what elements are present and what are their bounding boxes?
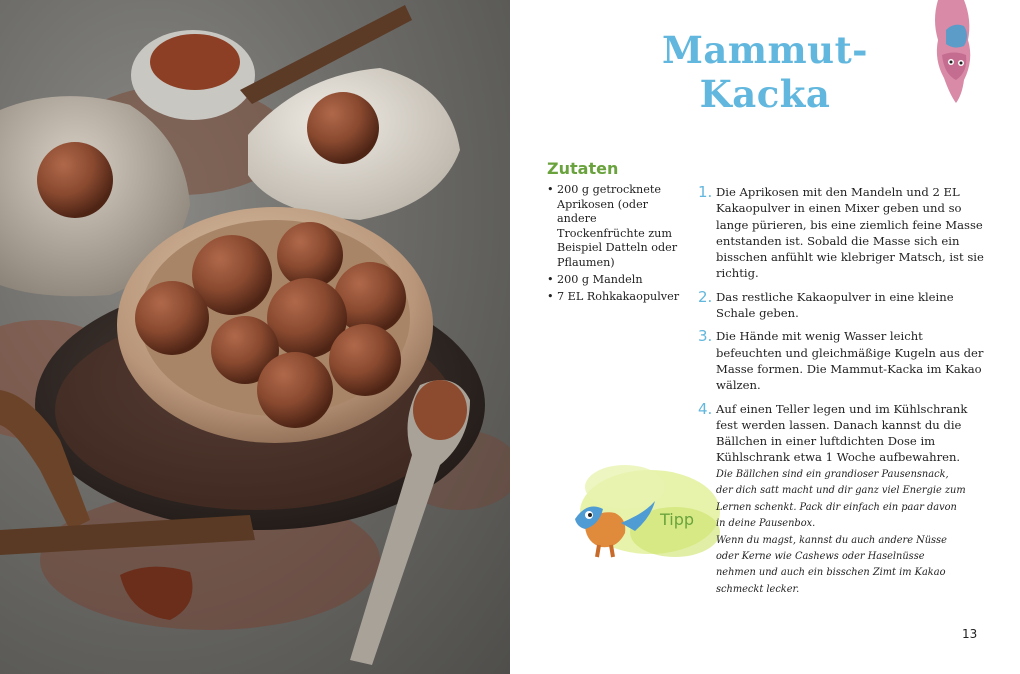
preparation-steps (698, 184, 988, 473)
ingredient-item: • 200 g getrocknete Aprikosen (oder andere Trockenfrüchte zum Beispiel Datteln oder Pflaumen) (547, 183, 687, 270)
ingredient-item: • 200 g Mandeln (547, 273, 687, 288)
ingredient-item: • 7 EL Rohkakaopulver (547, 290, 687, 305)
tip-paragraph: Wenn du magst, kannst du auch andere Nüsse oder Kerne wie Cashews oder Haselnüsse nehmen und auch ein bisschen Zimt im Kakao schmeckt lecker. (716, 534, 947, 595)
step-text: Das restliche Kakaopulver in eine kleine Schale geben. (716, 289, 954, 321)
pink-creature-illustration (924, 0, 984, 105)
ingredients-heading: Zutaten (547, 159, 619, 178)
step-item (698, 289, 988, 322)
step-text: Die Aprikosen mit den Mandeln und 2 EL Kakaopulver in einen Mixer geben und so lange pürieren, bis eine ziemlich feine Masse entstanden ist. Sobald die Masse sich ein bisschen anfühlt wie klebriger Matsch, ist sie richtig. (716, 185, 984, 281)
step-item (698, 184, 988, 282)
tip-text (716, 467, 966, 598)
step-number: 2. (698, 287, 713, 306)
step-item (698, 401, 988, 466)
step-item (698, 328, 988, 393)
step-number: 1. (698, 183, 713, 201)
step-number: 3. (698, 327, 713, 346)
tip-creature-illustration (555, 457, 725, 567)
step-text: Die Hände mit wenig Wasser leicht befeuchten und gleichmäßige Kugeln aus der Masse formen. Die Mammut-Kacka im Kakao wälzen. (716, 329, 984, 393)
step-text: Auf einen Teller legen und im Kühlschrank fest werden lassen. Danach kannst du die Bällchen in einer luftdichten Dose im Kühlschrank etwa 1 Woche aufbewahren. (716, 401, 968, 465)
step-number: 4. (698, 399, 713, 418)
page-number: 13 (962, 627, 978, 641)
tip-label: Tipp (660, 510, 695, 529)
page-title: Mammut-Kacka (661, 28, 869, 116)
tip-paragraph: Die Bällchen sind ein grandioser Pausensnack, der dich satt macht und dir ganz viel Energie zum Lernen schenkt. Pack dir einfach ein paar davon in deine Pausenbox. (716, 469, 966, 530)
ingredients-list (547, 183, 687, 307)
